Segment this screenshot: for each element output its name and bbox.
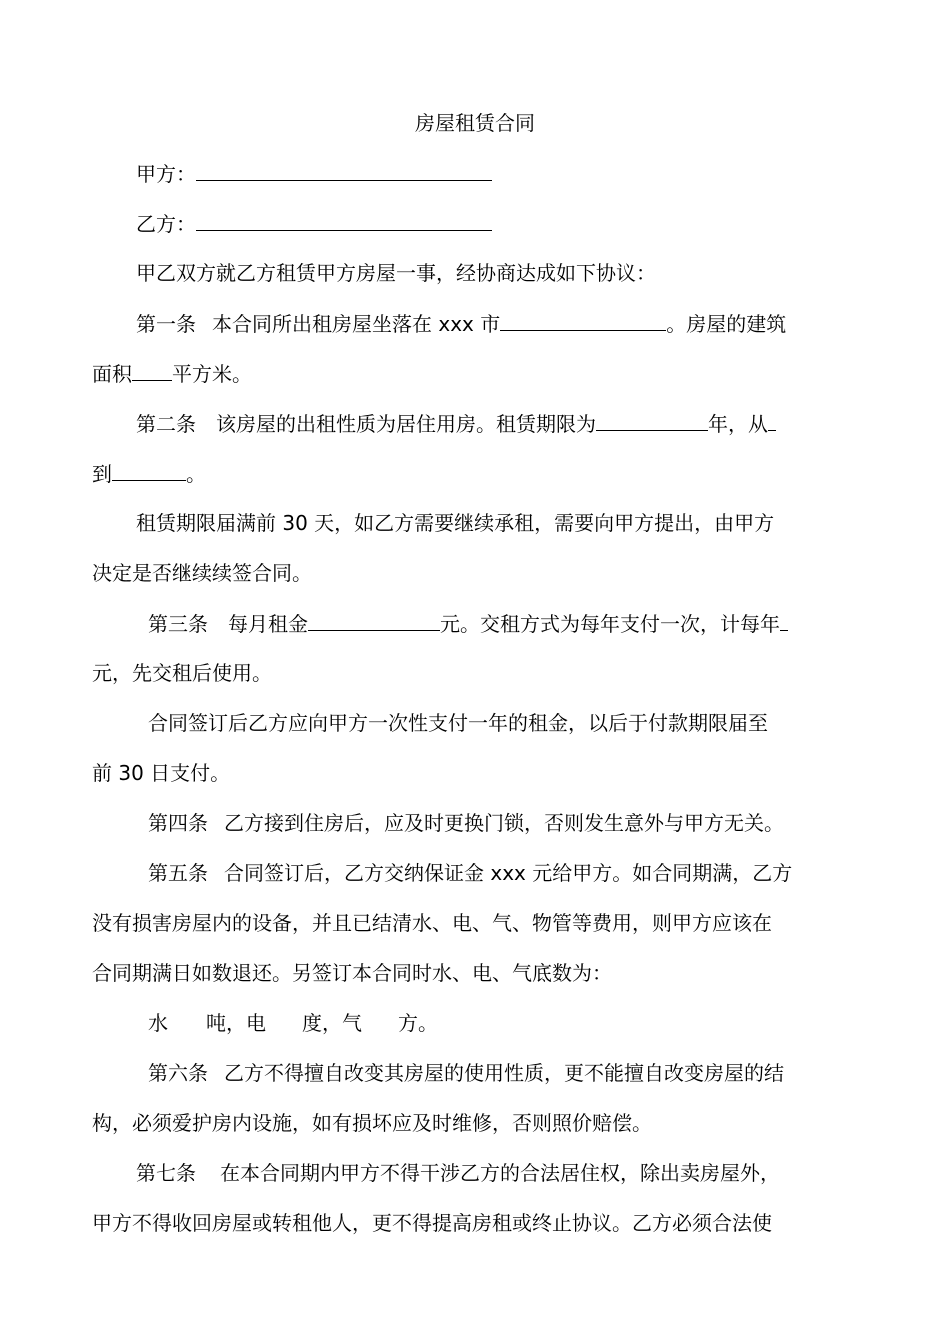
article-6-line-1 [148, 1060, 784, 1086]
area-blank[interactable] [132, 360, 172, 381]
article-2-label: 第二条 [136, 412, 196, 436]
article-1-line-1 [136, 310, 786, 337]
article-3-label: 第三条 [148, 612, 208, 636]
water-label: 水 [148, 1011, 168, 1035]
party-b-label: 乙方： [136, 212, 196, 236]
article-2-text-2: 年，从 [708, 412, 768, 436]
article-7-label: 第七条 [136, 1161, 196, 1185]
article-3-text-2: 元。交租方式为每年支付一次，计每年 [440, 612, 780, 636]
gas-unit-label: 方。 [398, 1011, 438, 1035]
article-3-line-1 [148, 610, 788, 637]
payment-line-2: 前 30 日支付。 [92, 761, 231, 785]
electric-label: 吨，电 [206, 1011, 266, 1035]
article-1-line-2 [92, 360, 252, 387]
start-date-blank[interactable] [768, 410, 776, 431]
article-5-text: 合同签订后，乙方交纳保证金 xxx 元给甲方。如合同期满，乙方 [224, 861, 793, 885]
article-7-line-2: 甲方不得收回房屋或转租他人，更不得提高房租或终止协议。乙方必须合法使 [92, 1211, 772, 1235]
article-1-text-4: 平方米。 [172, 362, 252, 386]
article-1-text: 本合同所出租房屋坐落在 xxx 市 [212, 312, 501, 336]
renewal-line-1: 租赁期限届满前 30 天，如乙方需要继续承租，需要向甲方提出，由甲方 [136, 511, 775, 535]
monthly-rent-blank[interactable] [308, 610, 440, 631]
article-6-label: 第六条 [148, 1061, 208, 1085]
party-b-line [136, 210, 492, 237]
article-2-line-1 [136, 410, 776, 437]
payment-line-1: 合同签订后乙方应向甲方一次性支付一年的租金，以后于付款期限届至 [148, 711, 768, 735]
article-5-line-2: 没有损害房屋内的设备，并且已结清水、电、气、物管等费用，则甲方应该在 [92, 911, 772, 935]
article-1-text-3: 面积 [92, 362, 132, 386]
lease-term-blank[interactable] [596, 410, 708, 431]
article-7-text: 在本合同期内甲方不得干涉乙方的合法居住权，除出卖房屋外， [220, 1161, 780, 1185]
article-3-line-2: 元，先交租后使用。 [92, 661, 272, 685]
article-5-label: 第五条 [148, 861, 208, 885]
article-6-text: 乙方不得擅自改变其房屋的使用性质，更不能擅自改变房屋的结 [224, 1061, 784, 1085]
meter-readings-line [148, 1010, 438, 1036]
article-2-text-4: 。 [186, 462, 206, 486]
party-a-label: 甲方： [136, 162, 196, 186]
page-title: 房屋租赁合同 [415, 111, 535, 135]
location-blank[interactable] [500, 310, 666, 331]
article-3-text: 每月租金 [228, 612, 308, 636]
renewal-line-2: 决定是否继续续签合同。 [92, 561, 312, 585]
party-a-line [136, 160, 492, 187]
party-b-blank[interactable] [196, 210, 492, 231]
article-6-line-2: 构，必须爱护房内设施，如有损坏应及时维修，否则照价赔偿。 [92, 1111, 652, 1135]
article-5-line-3: 合同期满日如数退还。另签订本合同时水、电、气底数为： [92, 961, 612, 985]
article-7-line-1 [136, 1160, 780, 1186]
article-1-label: 第一条 [136, 312, 196, 336]
party-a-blank[interactable] [196, 160, 492, 181]
article-5-line-1 [148, 860, 792, 886]
article-2-text-3: 到 [92, 462, 112, 486]
article-4-label: 第四条 [148, 811, 208, 835]
article-1-text-2: 。房屋的建筑 [666, 312, 787, 336]
end-date-blank[interactable] [112, 460, 186, 481]
article-4-text: 乙方接到住房后，应及时更换门锁，否则发生意外与甲方无关。 [224, 811, 784, 835]
annual-rent-blank[interactable] [780, 610, 788, 631]
article-4-line [148, 810, 784, 836]
article-2-text: 该房屋的出租性质为居住用房。租赁期限为 [216, 412, 596, 436]
gas-label: 度，气 [302, 1011, 362, 1035]
article-2-line-2 [92, 460, 206, 487]
intro-text: 甲乙双方就乙方租赁甲方房屋一事，经协商达成如下协议： [136, 261, 656, 285]
